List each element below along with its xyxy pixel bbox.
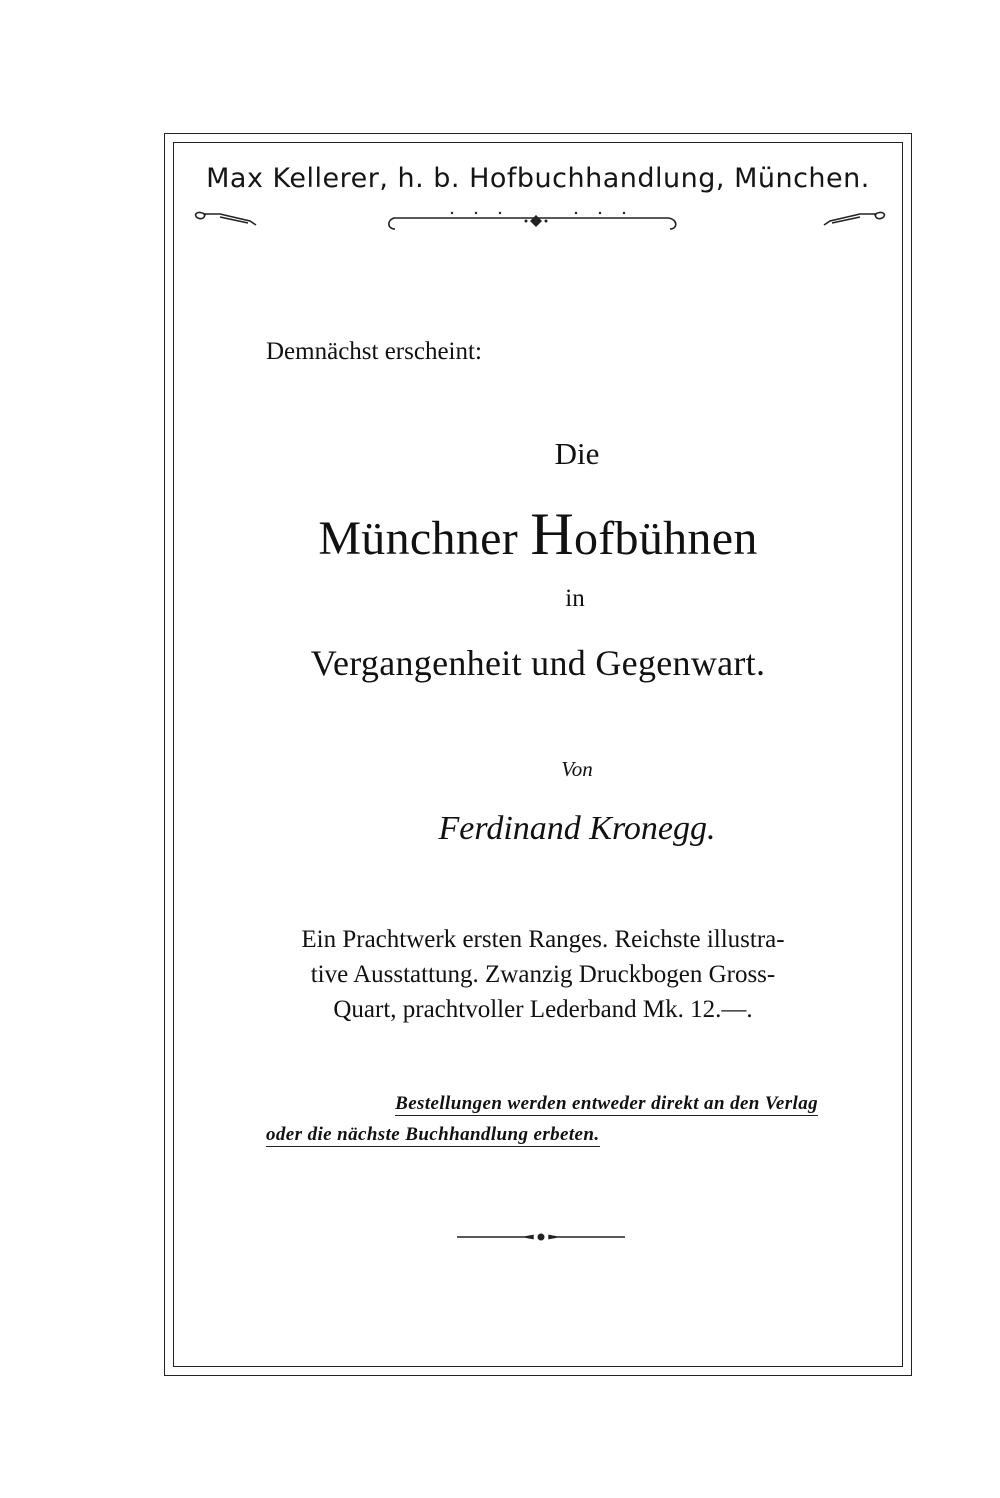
description-line: Ein Prachtwerk ersten Ranges. Reichste illustra- [301, 926, 785, 953]
order-note-line: Bestellungen werden entweder direkt an den Verlag [395, 1093, 818, 1114]
announcement-lead: Demnächst erscheint: [266, 338, 482, 365]
book-title-capital: H [530, 501, 574, 567]
book-title-part-a: Münchner [318, 512, 531, 565]
book-description [248, 922, 838, 1027]
page-border-inner [173, 142, 903, 1367]
order-note [266, 1088, 818, 1150]
book-subtitle: Vergangenheit und Gegenwart. [310, 643, 766, 683]
title-article: Die [554, 436, 600, 471]
order-note-line: oder die nächste Buchhandlung erbeten. [266, 1124, 600, 1145]
book-title-part-b: ofbühnen [573, 512, 758, 565]
description-line: Quart, prachtvoller Lederband Mk. 12.—. [333, 996, 753, 1023]
closing-rule-ornament [455, 1229, 627, 1245]
title-connector: in [565, 585, 585, 612]
author-name: Ferdinand Kronegg. [438, 810, 716, 847]
book-title [173, 500, 903, 569]
header-ornament [190, 203, 890, 235]
description-line: tive Ausstattung. Zwanzig Druckbogen Gross- [310, 961, 776, 988]
author-prefix: Von [561, 757, 593, 781]
publisher-header: Max Kellerer, h. b. Hofbuchhandlung, München. [206, 163, 870, 194]
